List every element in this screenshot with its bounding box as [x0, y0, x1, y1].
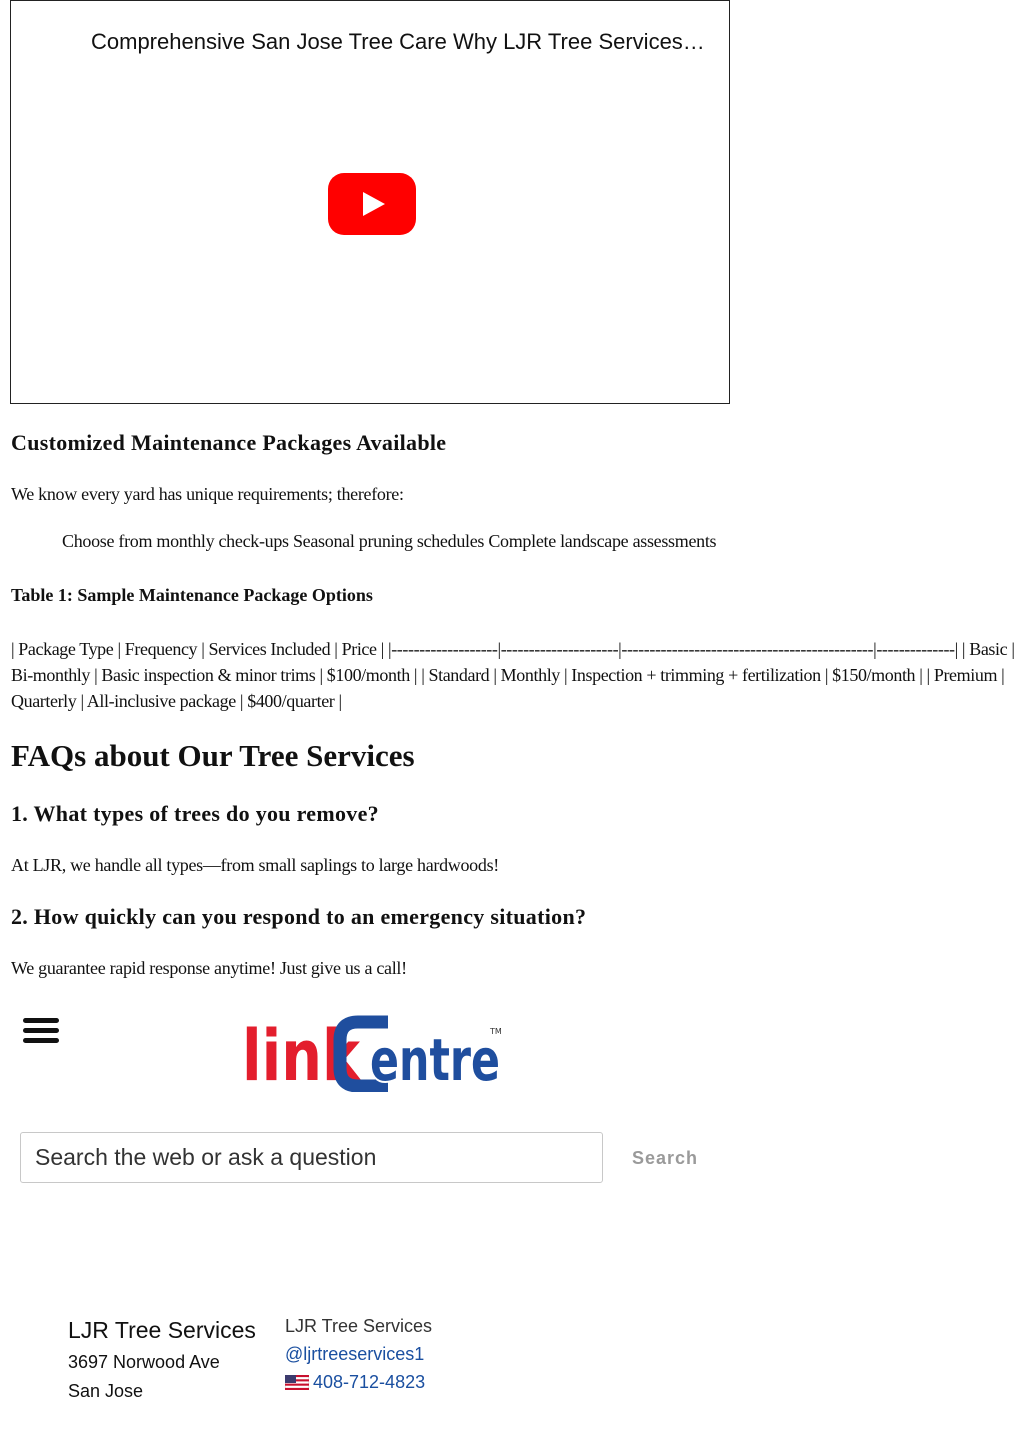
- logo-trademark: TM: [490, 1027, 502, 1036]
- table-caption: Table 1: Sample Maintenance Package Options: [11, 585, 373, 605]
- footer-social-handle-link[interactable]: @ljrtreeservices1: [285, 1344, 425, 1364]
- search-input[interactable]: [20, 1132, 603, 1183]
- faq-answer: We guarantee rapid response anytime! Just give us a call!: [11, 958, 407, 978]
- linkcentre-logo[interactable]: [238, 1008, 508, 1092]
- video-embed[interactable]: [10, 0, 730, 404]
- us-flag-icon: [285, 1375, 309, 1390]
- packages-heading: Customized Maintenance Packages Available: [11, 430, 447, 455]
- hamburger-menu-icon[interactable]: [23, 1018, 59, 1044]
- search-button[interactable]: Search: [618, 1138, 712, 1178]
- faq-heading: FAQs about Our Tree Services: [11, 738, 415, 773]
- faq-question: 1. What types of trees do you remove?: [11, 801, 379, 826]
- youtube-play-icon[interactable]: [328, 173, 416, 235]
- logo-part-link: link: [242, 1015, 362, 1092]
- footer-business-name: LJR Tree Services: [68, 1317, 256, 1343]
- faq-question: 2. How quickly can you respond to an emergency situation?: [11, 904, 587, 929]
- table-raw-text: | Package Type | Frequency | Services Included | Price | |-------------------|---------------------|---------------------------------------------|--------------| | Basic | Bi-monthly | Basic inspection & minor trims | $100/month | | Standard | Monthly | Inspection + trimming + fertilization | $150/month | | Premium | Quarterly | All-inclusive package | $400/quarter |: [11, 639, 1015, 711]
- logo-part-entre: entre: [370, 1026, 500, 1092]
- footer-phone-row[interactable]: [285, 1372, 425, 1393]
- footer-city: San Jose: [68, 1381, 144, 1401]
- footer-street: 3697 Norwood Ave: [68, 1352, 220, 1372]
- faq-answer: At LJR, we handle all types—from small saplings to large hardwoods!: [11, 855, 499, 875]
- footer-brand: LJR Tree Services: [285, 1316, 433, 1336]
- packages-intro: We know every yard has unique requirements; therefore:: [11, 484, 404, 504]
- video-title[interactable]: Comprehensive San Jose Tree Care Why LJR Tree Services…: [91, 29, 705, 54]
- packages-choices: Choose from monthly check-ups Seasonal pruning schedules Complete landscape assessments: [62, 531, 717, 551]
- footer-phone-link[interactable]: 408-712-4823: [313, 1372, 426, 1392]
